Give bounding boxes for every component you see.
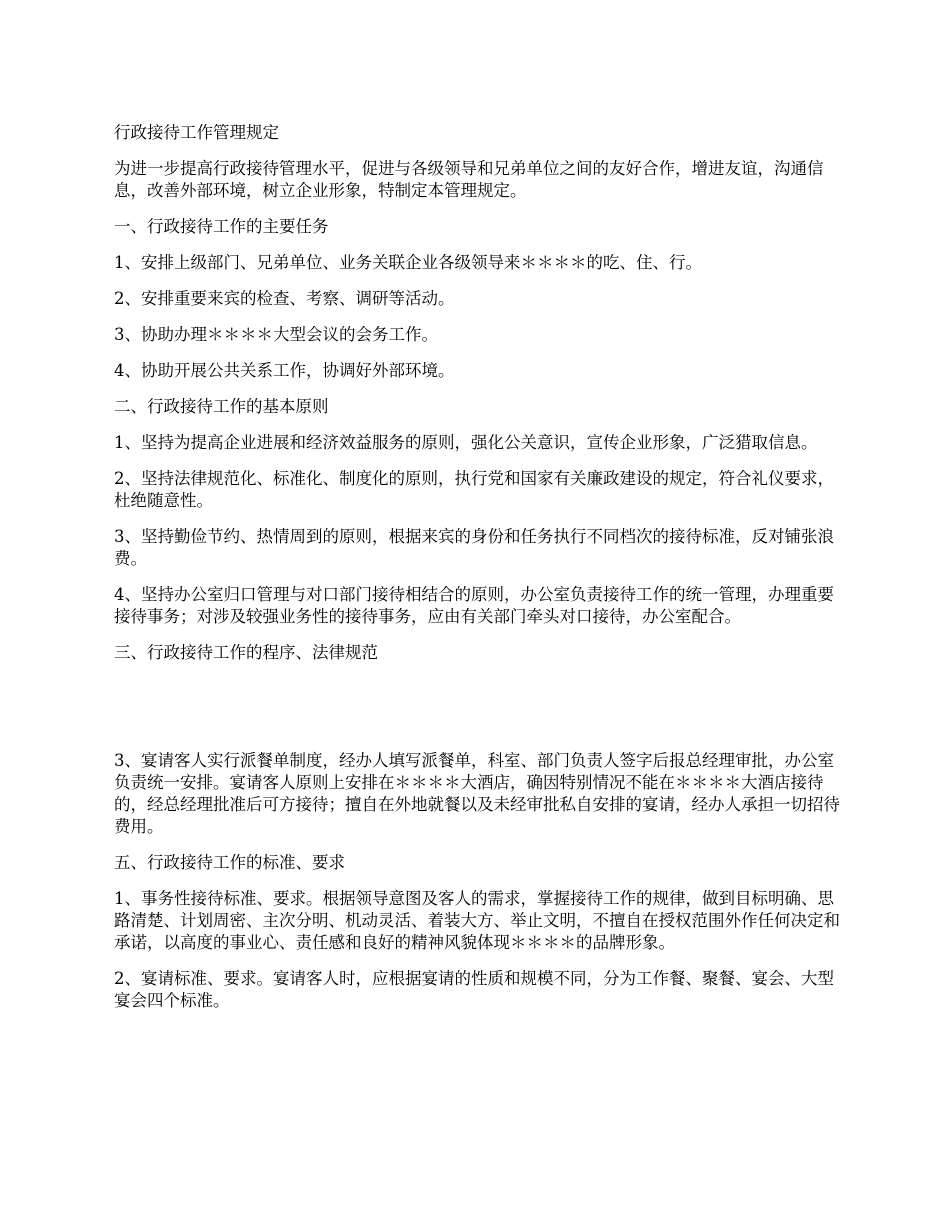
- section-5-item-1: 1、事务性接待标准、要求。根据领导意图及客人的需求，掌握接待工作的规律，做到目标明确、思路清楚、计划周密、主次分明、机动灵活、着装大方、举止文明，不擅自在授权范围外作任何决定和承诺，以高度的事业心、责任感和良好的精神风貌体现＊＊＊＊的品牌形象。: [114, 889, 840, 952]
- section-1-item-3: 3、协助办理＊＊＊＊大型会议的会务工作。: [114, 325, 438, 344]
- section-2-item-2: 2、坚持法律规范化、标准化、制度化的原则，执行党和国家有关廉政建设的规定，符合礼仪要求，杜绝随意性。: [114, 469, 834, 510]
- section-1-item-1: 1、安排上级部门、兄弟单位、业务关联企业各级领导来＊＊＊＊的吃、住、行。: [114, 253, 702, 272]
- section-heading-1: 一、行政接待工作的主要任务: [114, 217, 329, 236]
- section-2-item-1: 1、坚持为提高企业进展和经济效益服务的原则，强化公关意识，宣传企业形象，广泛猎取信息。: [114, 433, 818, 452]
- section-heading-2: 二、行政接待工作的基本原则: [114, 397, 329, 416]
- blank-gap: [114, 678, 840, 750]
- section-3-item-3: 3、宴请客人实行派餐单制度，经办人填写派餐单，科室、部门负责人签字后报总经理审批，办公室负责统一安排。宴请客人原则上安排在＊＊＊＊大酒店，确因特别情况不能在＊＊＊＊大酒店接待的，经总经理批准后可方接待；擅自在外地就餐以及未经审批私自安排的宴请，经办人承担一切招待费用。: [114, 751, 840, 836]
- document-title: 行政接待工作管理规定: [114, 123, 279, 142]
- intro-paragraph: 为进一步提高行政接待管理水平，促进与各级领导和兄弟单位之间的友好合作，增进友谊，沟通信息，改善外部环境，树立企业形象，特制定本管理规定。: [114, 159, 824, 200]
- section-1-item-2: 2、安排重要来宾的检查、考察、调研等活动。: [114, 289, 455, 308]
- section-2-item-4: 4、坚持办公室归口管理与对口部门接待相结合的原则，办公室负责接待工作的统一管理，办理重要接待事务；对涉及较强业务性的接待事务，应由有关部门牵头对口接待，办公室配合。: [114, 585, 834, 626]
- section-1-item-4: 4、协助开展公共关系工作，协调好外部环境。: [114, 361, 455, 380]
- section-heading-5: 五、行政接待工作的标准、要求: [114, 853, 345, 872]
- section-5-item-2: 2、宴请标准、要求。宴请客人时，应根据宴请的性质和规模不同，分为工作餐、聚餐、宴会、大型宴会四个标准。: [114, 969, 834, 1010]
- section-heading-3: 三、行政接待工作的程序、法律规范: [114, 643, 378, 662]
- section-2-item-3: 3、坚持勤俭节约、热情周到的原则，根据来宾的身份和任务执行不同档次的接待标准，反对铺张浪费。: [114, 527, 834, 568]
- document-body: [114, 122, 840, 1026]
